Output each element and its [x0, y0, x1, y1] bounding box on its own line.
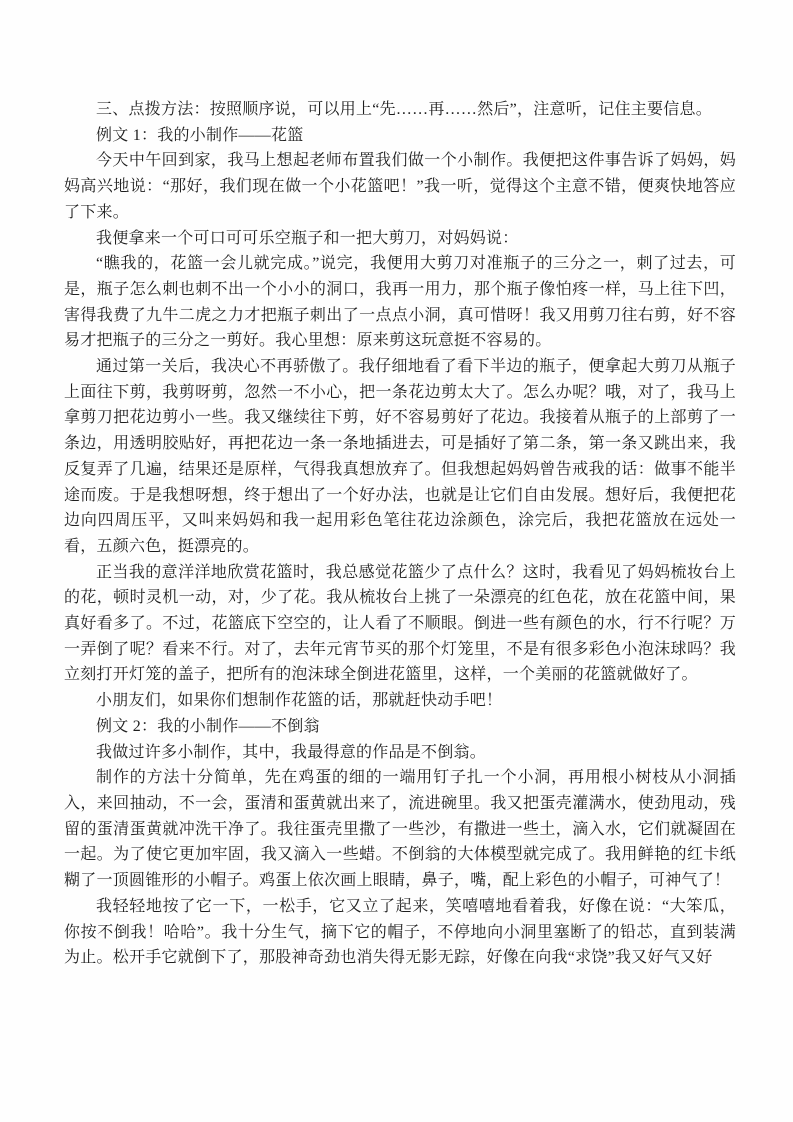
paragraph-example2-intro: 我做过许多小制作，其中，我最得意的作品是不倒翁。	[96, 743, 487, 761]
paragraph-example1-making: 通过第一关后，我决心不再骄傲了。我仔细地看了看下半边的瓶子，便拿起大剪刀从瓶子上面往下剪，我剪呀剪，忽然一不小心，把一条花边剪太大了。怎么办呢？哦，对了，我马上拿剪刀把花边剪小一些。我又继续往下剪，好不容易剪好了花边。我接着从瓶子的上部剪了一条边，用透明胶贴好，再把花边一条一条地插进去，可是插好了第二条，第一条又跳出来，我反复弄了几遍，结果还是原样，气得我真想放弃了。但我想起妈妈曾告戒我的话：做事不能半途而废。于是我想呀想，终于想出了一个好办法，也就是让它们自由发展。想好后，我便把花边向四周压平，又叫来妈妈和我一起用彩色笔往花边涂颜色，涂完后，我把花篮放在远处一看，五颜六色，挺漂亮的。	[64, 358, 736, 555]
paragraph-example1-closing: 小朋友们，如果你们想制作花篮的话，那就赶快动手吧！	[96, 692, 503, 710]
paragraph-example1-decorating: 正当我的意洋洋地欣赏花篮时，我总感觉花篮少了点什么？这时，我看见了妈妈梳妆台上的花，顿时灵机一动，对，少了花。我从梳妆台上挑了一朵漂亮的红色花，放在花篮中间，果真好看多了。不过，花篮底下空空的，让人看了不顺眼。倒进一些有颜色的水，行不行呢？万一弄倒了呢？看来不行。对了，去年元宵节买的那个灯笼里，不是有很多彩色小泡沫球吗？我立刻打开灯笼的盖子，把所有的泡沫球全倒进花篮里，这样，一个美丽的花篮就做好了。	[64, 563, 736, 684]
paragraph-example1-intro: 今天中午回到家，我马上想起老师布置我们做一个小制作。我便把这件事告诉了妈妈，妈妈高兴地说：“那好，我们现在做一个小花篮吧！”我一听，觉得这个主意不错，便爽快地答应了下来。	[64, 152, 736, 221]
paragraph-example1-materials: 我便拿来一个可口可可乐空瓶子和一把大剪刀，对妈妈说：	[96, 229, 519, 247]
paragraph-method-tips: 三、点拨方法：按照顺序说，可以用上“先……再……然后”，注意听，记住主要信息。	[96, 101, 712, 118]
paragraph-example2-playing: 我轻轻地按了它一下，一松手，它又立了起来，笑嘻嘻地看着我，好像在说：“大笨瓜，你按不倒我！哈哈”。我十分生气，摘下它的帽子，不停地向小洞里塞断了的铅芯，直到装满为止。松开手它就倒下了，那股神奇劲也消失得无影无踪，好像在向我“求饶”我又好气又好	[64, 897, 736, 967]
paragraph-example1-title: 例文 1：我的小制作——花篮	[96, 126, 304, 144]
paragraph-example2-title: 例文 2：我的小制作——不倒翁	[96, 717, 320, 735]
paragraph-example1-cutting: “瞧我的，花篮一会儿就完成。”说完，我便用大剪刀对准瓶子的三分之一，刺了过去，可是，瓶子怎么刺也刺不出一个小小的洞口，我再一用力，那个瓶子像怕疼一样，马上往下凹，害得我费了九牛二虎之力才把瓶子刺出了一点点小洞，真可惜呀！我又用剪刀往右剪，好不容易才把瓶子的三分之一剪好。我心里想：原来剪这玩意挺不容易的。	[64, 255, 736, 350]
paragraph-example2-making: 制作的方法十分简单，先在鸡蛋的细的一端用钉子扎一个小洞，再用根小树枝从小洞插入，来回抽动，不一会，蛋清和蛋黄就出来了，流进碗里。我又把蛋壳灌满水，使劲甩动，残留的蛋清蛋黄就冲洗干净了。我往蛋壳里撒了一些沙，有撒进一些土，滴入水，它们就凝固在一起。为了使它更加牢固，我又滴入一些蜡。不倒翁的大体模型就完成了。我用鲜艳的红卡纸糊了一顶圆锥形的小帽子。鸡蛋上依次画上眼睛，鼻子，嘴，配上彩色的小帽子，可神气了！	[64, 769, 736, 890]
document-text-block	[64, 97, 736, 971]
